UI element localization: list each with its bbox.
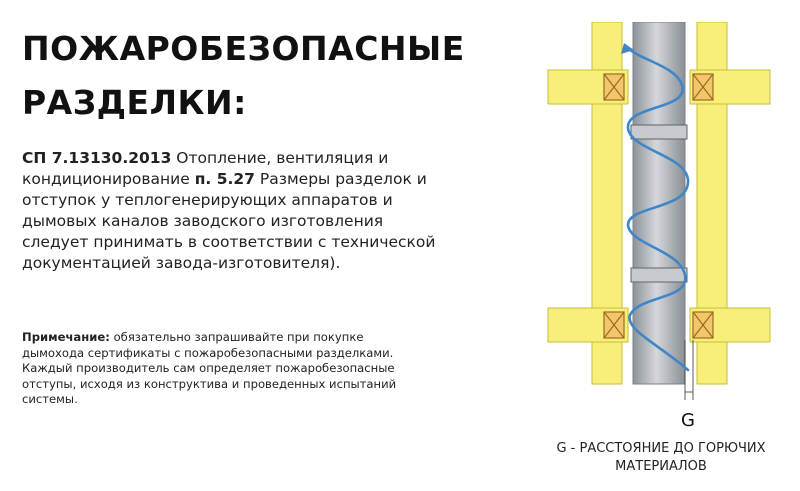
pipe-joint-upper <box>631 125 687 139</box>
diagram-caption <box>535 440 787 476</box>
regulation-clause: п. 5.27 <box>194 170 255 188</box>
insulation-upper-right <box>693 74 713 100</box>
note-paragraph <box>22 330 402 408</box>
regulation-code: СП 7.13130.2013 <box>22 149 172 167</box>
diagram-caption-line1: G - РАССТОЯНИЕ ДО ГОРЮЧИХ <box>556 441 766 456</box>
insulation-upper-left <box>604 74 624 100</box>
insulation-lower-right <box>693 312 713 338</box>
page-title-line1: ПОЖАРОБЕЗОПАСНЫЕ <box>22 29 465 68</box>
chimney-clearance-diagram <box>540 22 790 422</box>
page-title <box>22 22 482 130</box>
regulation-text-2: Размеры разделок и отступок у теплогенерирующих аппаратов и дымовых каналов заводского изготовления следует принимать в соответствии с технической документацией завода-изготовителя). <box>22 170 436 272</box>
pipe-joint-lower <box>631 268 687 282</box>
insulation-lower-left <box>604 312 624 338</box>
note-text: обязательно запрашивайте при покупке дымохода сертификаты с пожаробезопасными разделками. Каждый производитель сам определяет пожаробезопасные отступы, исходя из конструктива и проведенных испытаний системы. <box>22 330 397 406</box>
regulation-text-1: Отопление, вентиляция и кондиционирование <box>22 149 389 188</box>
note-label: Примечание: <box>22 330 110 344</box>
diagram-caption-line2: МАТЕРИАЛОВ <box>615 459 707 474</box>
regulation-paragraph <box>22 148 442 274</box>
dimension-label: G <box>681 410 695 431</box>
page-title-line2: РАЗДЕЛКИ: <box>22 83 247 122</box>
